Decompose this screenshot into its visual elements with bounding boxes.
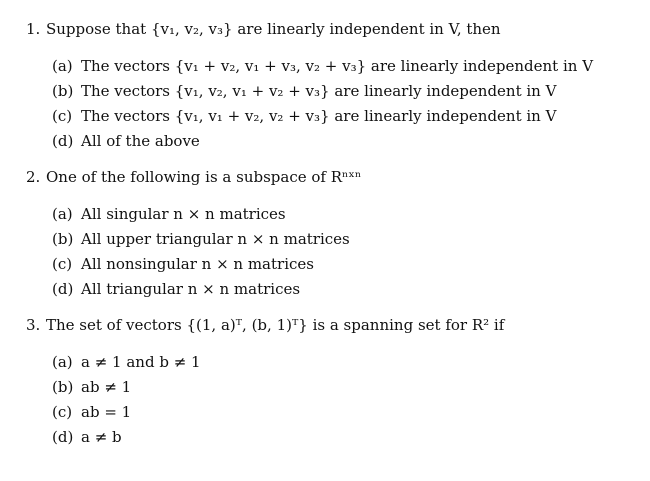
option-text: ab = 1 <box>81 403 132 421</box>
option-label: (c) <box>52 403 73 421</box>
option-2a <box>52 204 286 224</box>
option-2d <box>52 279 300 299</box>
option-3b <box>52 377 131 397</box>
option-1a <box>52 56 593 76</box>
option-2b <box>52 229 350 249</box>
option-label: (b) <box>52 82 74 100</box>
question-2 <box>26 167 361 187</box>
question-stem: One of the following is a subspace of Rⁿˣⁿ <box>46 168 362 186</box>
option-1c <box>52 106 556 126</box>
question-number: 1. <box>26 20 41 38</box>
option-label: (a) <box>52 57 73 75</box>
question-number: 2. <box>26 168 41 186</box>
option-text: All of the above <box>81 132 200 150</box>
option-text: All singular n × n matrices <box>81 205 286 223</box>
option-1d <box>52 131 200 151</box>
option-label: (d) <box>52 132 74 150</box>
option-label: (b) <box>52 378 74 396</box>
question-3 <box>26 315 504 335</box>
option-text: a ≠ 1 and b ≠ 1 <box>81 353 201 371</box>
question-1 <box>26 19 501 39</box>
option-2c <box>52 254 314 274</box>
option-text: The vectors {v₁ + v₂, v₁ + v₃, v₂ + v₃} are linearly independent in V <box>81 57 594 75</box>
option-3d <box>52 427 122 447</box>
option-text: All upper triangular n × n matrices <box>81 230 350 248</box>
question-stem: The set of vectors {(1, a)ᵀ, (b, 1)ᵀ} is a spanning set for R² if <box>46 316 505 334</box>
option-text: All nonsingular n × n matrices <box>81 255 314 273</box>
option-label: (c) <box>52 255 73 273</box>
option-3c <box>52 402 131 422</box>
option-label: (d) <box>52 280 74 298</box>
option-text: ab ≠ 1 <box>81 378 132 396</box>
option-text: All triangular n × n matrices <box>81 280 301 298</box>
option-text: The vectors {v₁, v₂, v₁ + v₂ + v₃} are linearly independent in V <box>81 82 557 100</box>
option-label: (d) <box>52 428 74 446</box>
option-text: The vectors {v₁, v₁ + v₂, v₂ + v₃} are linearly independent in V <box>81 107 557 125</box>
option-label: (b) <box>52 230 74 248</box>
option-3a <box>52 352 201 372</box>
option-label: (c) <box>52 107 73 125</box>
option-text: a ≠ b <box>81 428 122 446</box>
question-stem: Suppose that {v₁, v₂, v₃} are linearly independent in V, then <box>46 20 501 38</box>
option-label: (a) <box>52 353 73 371</box>
question-number: 3. <box>26 316 41 334</box>
option-1b <box>52 81 556 101</box>
option-label: (a) <box>52 205 73 223</box>
